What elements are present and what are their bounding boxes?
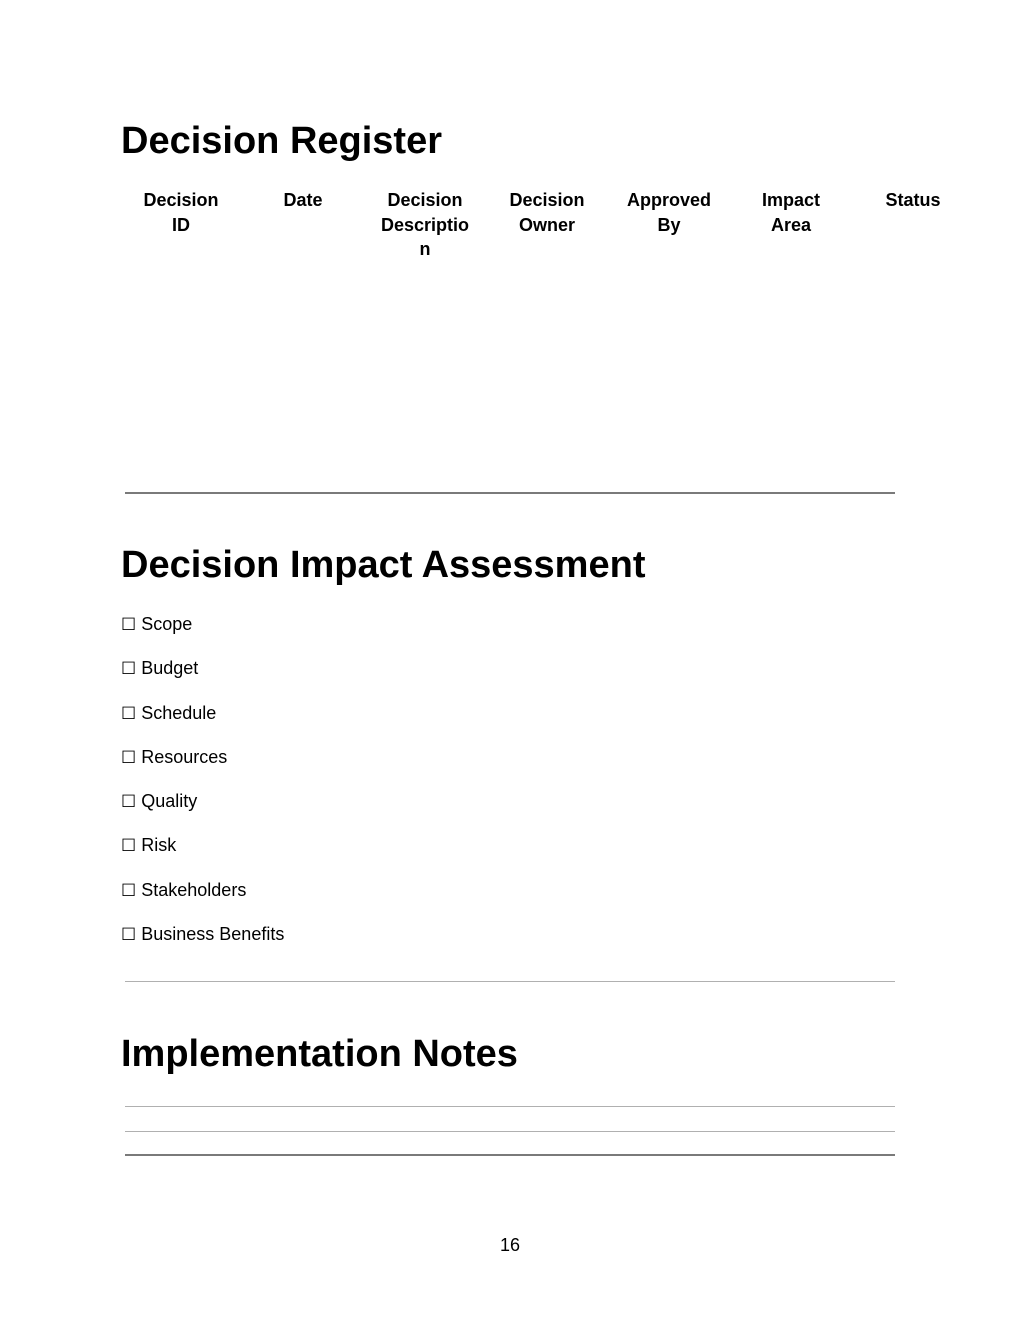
checkbox-icon[interactable]: ☐ [121,703,137,724]
header-line: Owner [518,214,575,235]
notes-writing-line[interactable] [125,1106,895,1107]
checkbox-icon[interactable]: ☐ [121,659,137,680]
checklist-item-resources[interactable] [121,745,284,789]
header-line: Decision [143,190,219,210]
decision-impact-assessment-heading: Decision Impact Assessment [121,544,646,586]
decision-register-table [120,188,974,486]
checklist-item-label: Risk [141,835,177,856]
checklist-item-label: Stakeholders [141,879,247,900]
checklist-item-schedule[interactable] [121,701,284,745]
page-number: 16 [499,1235,521,1255]
decision-register-heading: Decision Register [121,120,442,162]
checklist-item-stakeholders[interactable] [121,878,284,922]
checklist-item-budget[interactable] [121,656,284,700]
header-line: Status [885,190,941,210]
section-divider [125,492,895,494]
checklist-item-label: Schedule [141,702,217,723]
checkbox-icon[interactable]: ☐ [121,925,137,946]
header-line: By [657,214,681,235]
checkbox-icon[interactable]: ☐ [121,836,137,857]
column-header-status [852,188,974,486]
header-line: Date [283,190,323,210]
header-line: n [419,239,431,259]
checklist-item-business-benefits[interactable] [121,922,284,966]
checklist-item-label: Resources [141,746,228,767]
header-line: Approved [626,190,711,210]
header-line: Area [770,214,812,235]
notes-writing-line[interactable] [125,1131,895,1132]
implementation-notes-heading: Implementation Notes [121,1033,518,1075]
column-header-date [242,188,364,486]
header-line: Decision [509,190,585,210]
header-line: ID [172,214,190,235]
column-header-impact-area [730,188,852,486]
notes-writing-line[interactable] [125,1154,895,1156]
section-divider [125,981,895,982]
checklist-item-risk[interactable] [121,833,284,877]
checkbox-icon[interactable]: ☐ [121,747,137,768]
checklist-item-label: Business Benefits [141,924,285,945]
checklist-item-quality[interactable] [121,789,284,833]
column-header-decision-id [120,188,242,486]
header-line: Descriptio [380,214,470,235]
column-header-decision-owner [486,188,608,486]
header-line: Impact [761,190,821,210]
checklist-item-label: Budget [141,658,199,679]
checkbox-icon[interactable]: ☐ [121,615,137,635]
checkbox-icon[interactable]: ☐ [121,880,137,901]
column-header-decision-description [364,188,486,486]
header-line: Decision [387,190,463,210]
table-header-row [120,188,974,486]
checklist-item-label: Scope [141,614,193,634]
column-header-approved-by [608,188,730,486]
checklist-item-label: Quality [141,791,198,812]
checklist-item-scope[interactable] [121,612,284,656]
impact-checklist [121,612,284,966]
checkbox-icon[interactable]: ☐ [121,792,137,813]
